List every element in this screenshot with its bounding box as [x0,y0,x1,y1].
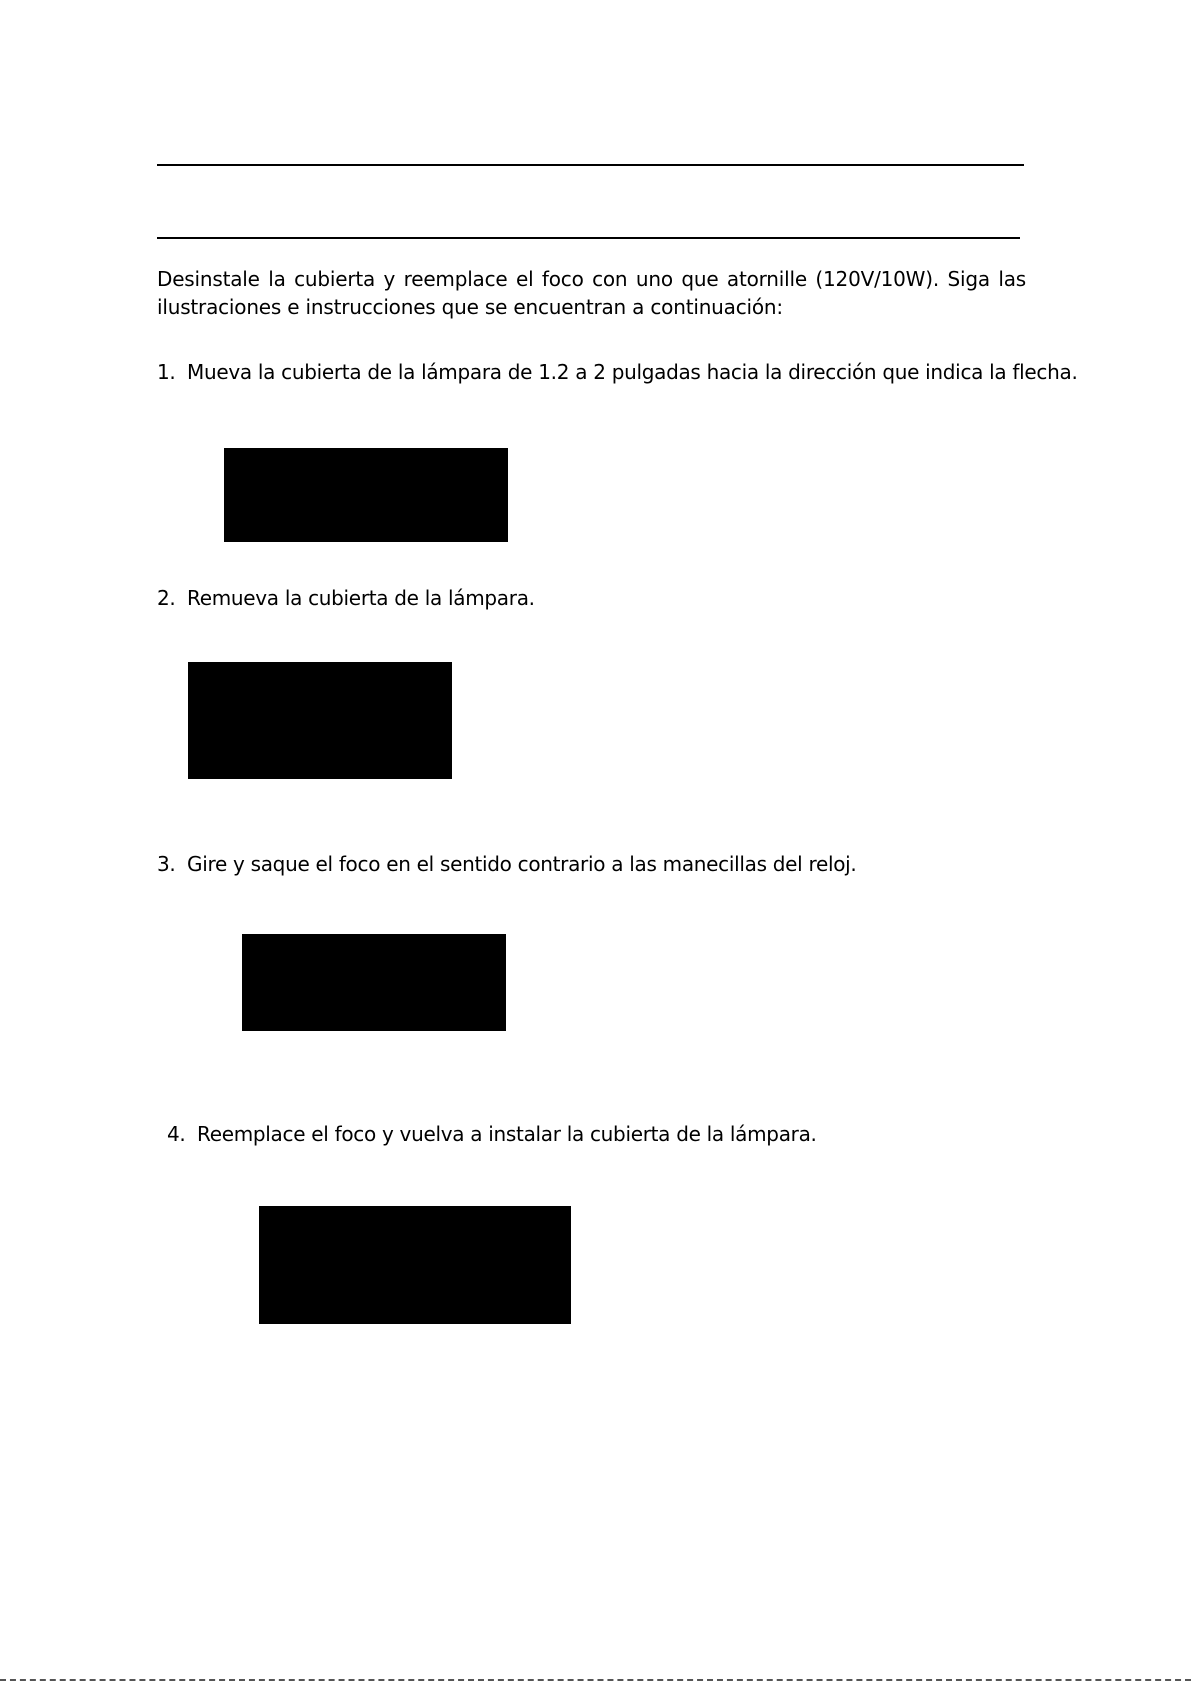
step-4-number: 4. [167,1122,186,1146]
step-1-number: 1. [157,360,176,384]
step-3-text: Gire y saque el foco en el sentido contrario a las manecillas del reloj. [187,852,857,876]
step-2-text: Remueva la cubierta de la lámpara. [187,586,535,610]
step-4-text: Reemplace el foco y vuelva a instalar la cubierta de la lámpara. [197,1122,817,1146]
step-3-number: 3. [157,852,176,876]
step-2-figure [188,662,452,779]
step-3-figure [242,934,506,1031]
step-3 [157,850,856,878]
intro-paragraph: Desinstale la cubierta y reemplace el foco con uno que atornille (120V/10W). Siga las ilustraciones e instrucciones que se encuentran a continuación: [157,267,1026,319]
step-4 [167,1120,817,1148]
header-rule-top [157,164,1024,166]
step-1-figure [224,448,508,542]
step-2-number: 2. [157,586,176,610]
step-1 [157,358,1078,386]
step-4-figure [259,1206,571,1324]
page-bottom-edge [0,1679,1191,1681]
header-rule-bottom [157,237,1020,239]
step-2 [157,584,535,612]
step-1-text: Mueva la cubierta de la lámpara de 1.2 a 2 pulgadas hacia la dirección que indica la flecha. [187,360,1078,384]
